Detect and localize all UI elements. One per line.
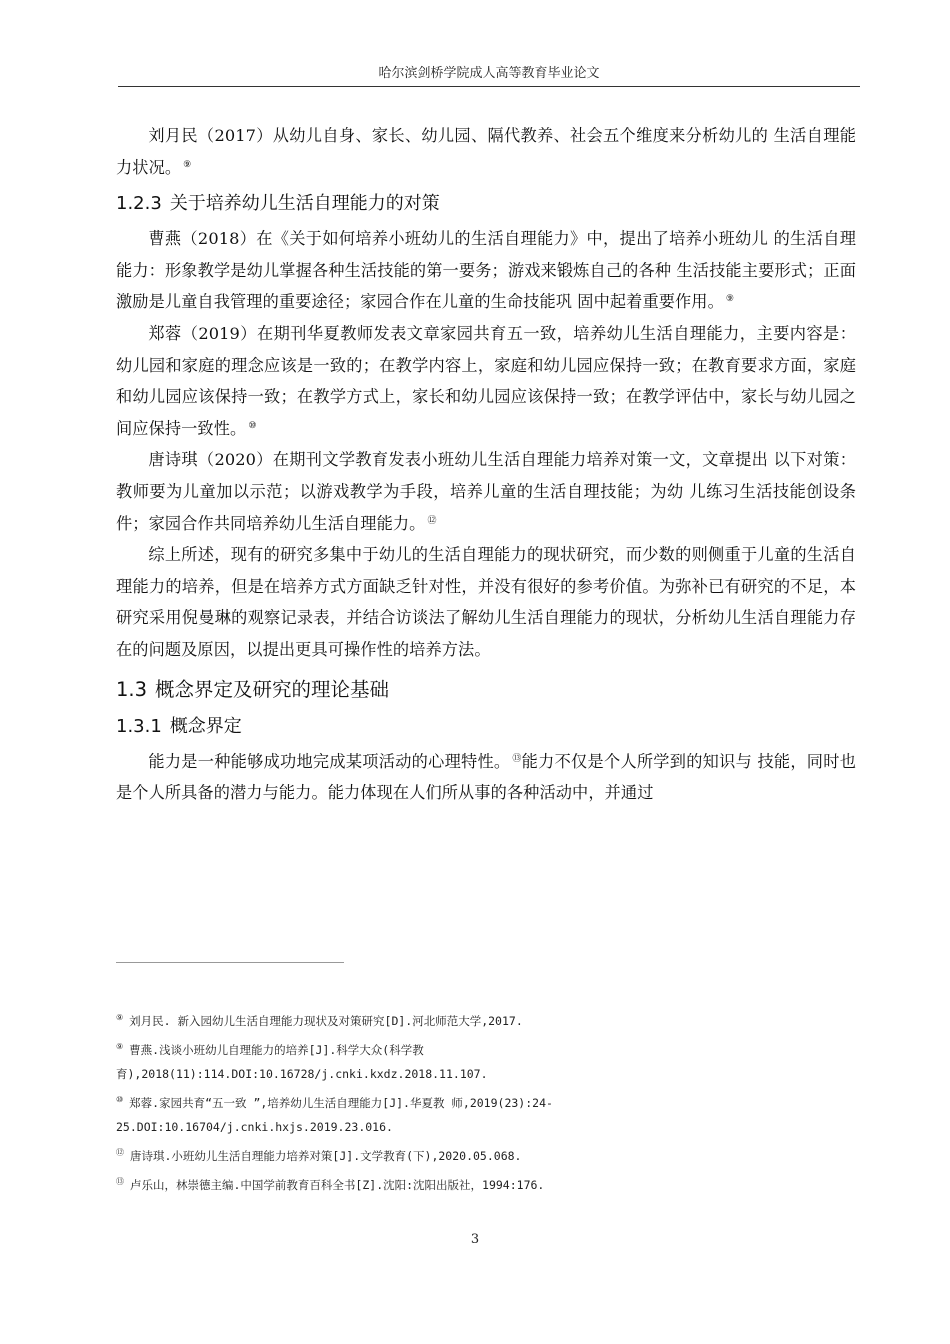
- paragraph-liu: 刘月民（2017）从幼儿自身、家长、幼儿园、隔代教养、社会五个维度来分析幼儿的 生活自理能力状况。 ⑨: [116, 126, 856, 177]
- paragraph-tang: 唐诗琪（2020）在期刊文学教育发表小班幼儿生活自理能力培养对策一文，文章提出 以下对策：教师要为儿童加以示范；以游戏教学为手段，培养儿童的生活自理技能；为幼 儿练习生活技能创设条件；家园合作共同培养幼儿生活自理能力。 ⑫: [116, 450, 856, 533]
- section-heading-1-3: 1.3 概念界定及研究的理论基础: [116, 677, 390, 701]
- footnote-ref: ⑩: [248, 420, 257, 431]
- paragraph-zheng: 郑蓉（2019）在期刊华夏教师发表文章家园共育五一致，培养幼儿生活自理能力，主要内容是：幼儿园和家庭的理念应该是一致的；在教学内容上，家庭和幼儿园应保持一致；在教育要求方面，家庭和幼儿园应该保持一致；在教学方式上，家长和幼儿园应该保持一致；在教学评估中，家长与幼儿园之间应保持一致性。 ⑩: [116, 323, 856, 438]
- footnotes: [116, 1006, 676, 1199]
- footnote-item: ⑬ 卢乐山，林崇德主编.中国学前教育百科全书[Z].沈阳:沈阳出版社，1994:176.: [116, 1177, 545, 1192]
- footnote-ref: ⑫: [427, 515, 437, 526]
- footnote-item: ⑫ 唐诗琪.小班幼儿生活自理能力培养对策[J].文学教育(下),2020.05.068.: [116, 1148, 522, 1163]
- footnote-ref: ⑨: [183, 159, 192, 170]
- footnote-separator: [116, 962, 344, 963]
- main-content: [116, 120, 856, 809]
- paragraph-ability: 能力是一种能够成功地完成某项活动的心理特性。 ⑬能力不仅是个人所学到的知识与 技能，同时也是个人所具备的潜力与能力。能力体现在人们所从事的各种活动中，并通过: [116, 751, 857, 803]
- footnote-ref: ⑬: [512, 753, 522, 764]
- footnote-item: ⑨ 刘月民. 新入园幼儿生活自理能力现状及对策研究[D].河北师范大学,2017.: [116, 1013, 523, 1028]
- running-header: 哈尔滨剑桥学院成人高等教育毕业论文: [378, 66, 600, 81]
- footnote-item: ⑨ 曹燕.浅谈小班幼儿自理能力的培养[J].科学大众(科学教育),2018(11):114.DOI:10.16728/j.cnki.kxdz.2018.11.107.: [116, 1042, 488, 1081]
- page-number: 3: [470, 1232, 480, 1247]
- section-heading-1-3-1: 1.3.1 概念界定: [116, 715, 242, 737]
- footnote-ref: ⑨: [725, 294, 735, 305]
- header-rule: [118, 86, 860, 87]
- footnote-item: ⑩ 郑蓉.家园共育“五一致 ”,培养幼儿生活自理能力[J].华夏教 师,2019(23):24-25.DOI:10.16704/j.cnki.hxjs.2019.23.016.: [116, 1095, 553, 1134]
- section-heading-1-2-3: 1.2.3 关于培养幼儿生活自理能力的对策: [116, 193, 440, 215]
- paragraph-summary: 综上所述，现有的研究多集中于幼儿的生活自理能力的现状研究，而少数的则侧重于儿童的生活自理能力的培养，但是在培养方式方面缺乏针对性，并没有很好的参考价值。为弥补已有研究的不足，本研究采用倪曼琳的观察记录表，并结合访谈法了解幼儿生活自理能力的现状，分析幼儿生活自理能力存在的问题及原因，以提出更具可操作性的培养方法。: [116, 545, 856, 659]
- paragraph-cao: 曹燕（2018）在《关于如何培养小班幼儿的生活自理能力》中，提出了培养小班幼儿 的生活自理能力：形象教学是幼儿掌握各种生活技能的第一要务；游戏来锻炼自己的各种 生活技能主要形式；正面激励是儿童自我管理的重要途径；家园合作在儿童的生命技能巩 固中起着重要作用。 ⑨: [116, 229, 856, 312]
